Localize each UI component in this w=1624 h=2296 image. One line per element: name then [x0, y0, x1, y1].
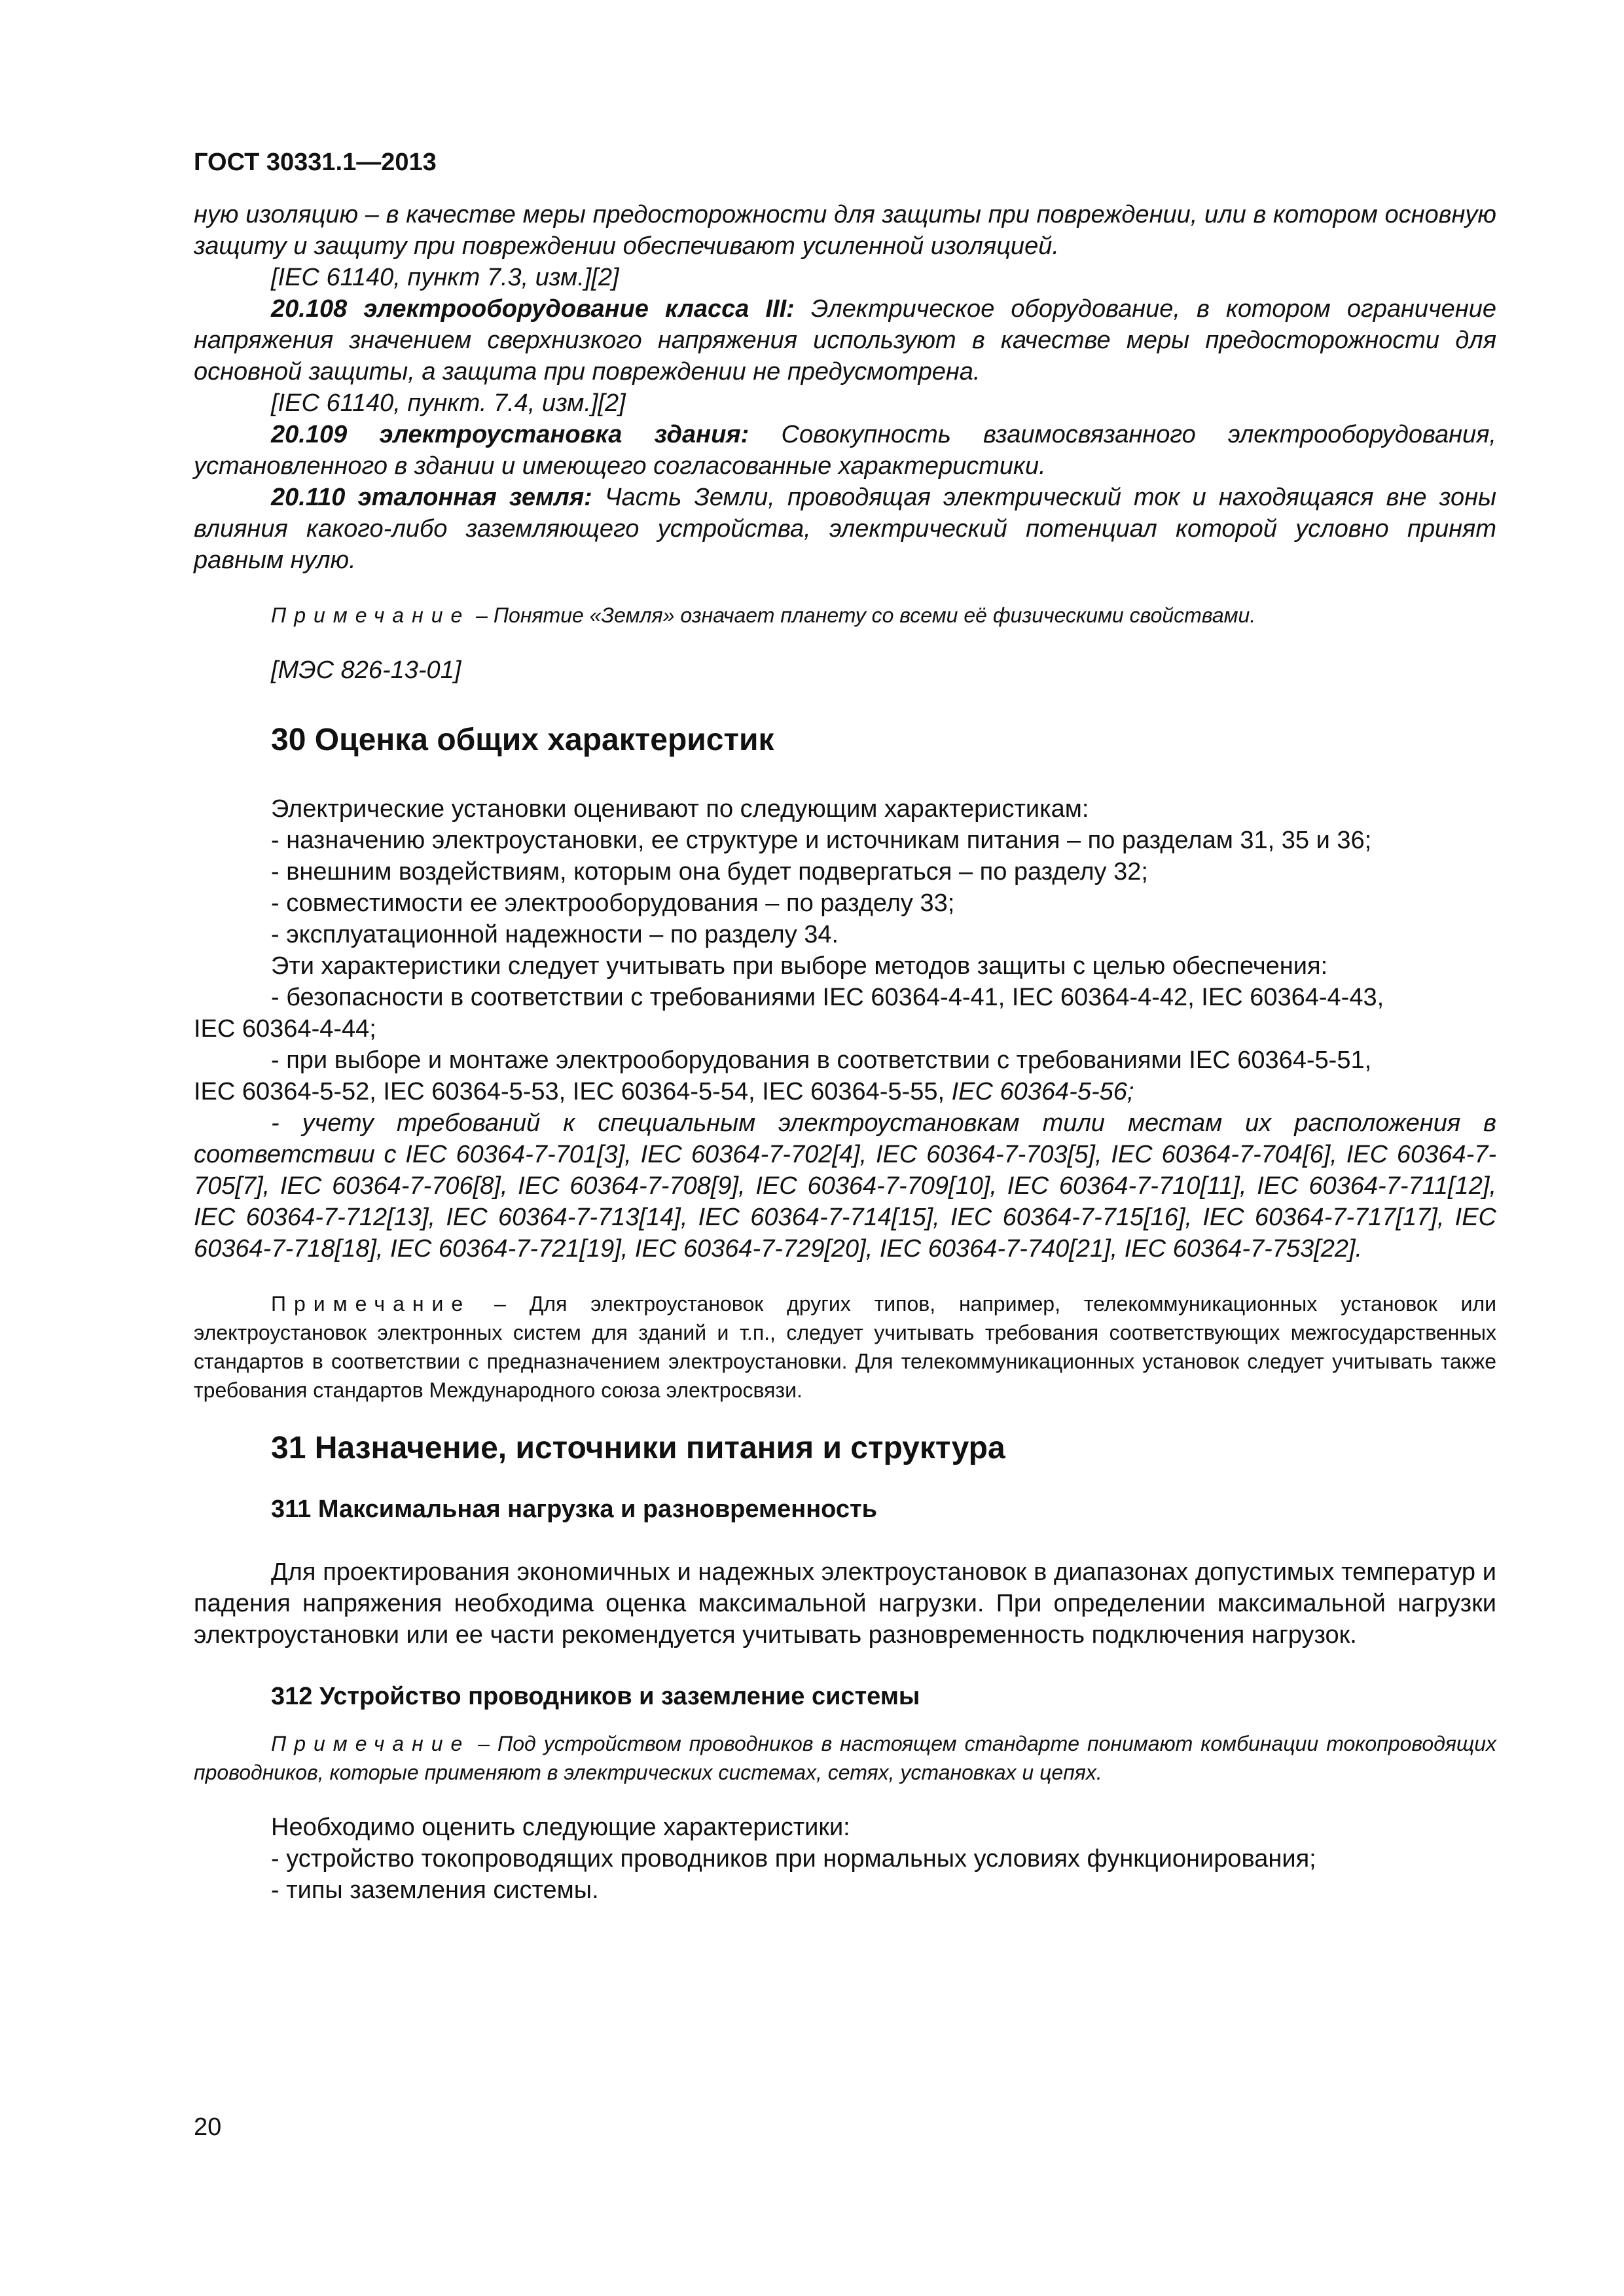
note-other-installations	[194, 1289, 1496, 1405]
list-item: - совместимости ее электрооборудования – по разделу 33;	[271, 889, 955, 917]
list-item: - эксплуатационной надежности – по разделу 34.	[271, 921, 839, 948]
list-item-safety-continued: IEC 60364-4-44;	[194, 1015, 376, 1043]
section-31-title: 31 Назначение, источники питания и структура	[271, 1431, 1005, 1465]
note-conductors	[194, 1729, 1496, 1787]
subsection-312-title: 312 Устройство проводников и заземление системы	[271, 1683, 920, 1710]
note-label: Примечание	[271, 1292, 471, 1316]
section-312-lead: Необходимо оценить следующие характеристики:	[271, 1814, 850, 1841]
note-label: Примечание	[271, 1732, 471, 1755]
note-label: Примечание	[271, 603, 471, 627]
continued-paragraph: ную изоляцию – в качестве меры предосторожности для защиты при повреждении, или в котором основную защиту и защиту при повреждении обеспечивают усиленной изоляцией.	[194, 201, 1496, 260]
definition-term: 20.109 электроустановка здания:	[271, 421, 749, 448]
definition-term: 20.110 эталонная земля:	[271, 484, 592, 511]
list-item-selection-continued	[194, 1076, 1496, 1107]
document-code: ГОСТ 30331.1—2013	[194, 149, 437, 176]
page-number: 20	[194, 2113, 222, 2141]
note-text: – Под устройством проводников в настоящем стандарте понимают комбинации токопроводящих проводников, которые применяют в электрических системах, сетях, установках и цепях.	[194, 1732, 1496, 1784]
selection-standard-italic: IEC 60364-5-56;	[951, 1078, 1134, 1105]
section-30-title: 30 Оценка общих характеристик	[271, 723, 774, 757]
definition-20-110	[194, 482, 1496, 576]
subsection-311-title: 311 Максимальная нагрузка и разновременность	[271, 1496, 877, 1523]
list-item-special-installations: - учету требований к специальным электроустановкам тили местам их расположения в соответствии с IEC 60364-7-701[3], IEC 60364-7-702[4], IEC 60364-7-703[5], IEC 60364-7-704[6], IEC 60364-7-705[7], IEC 60364-7-706[8], IEC 60364-7-708[9], IEC 60364-7-709[10], IEC 60364-7-710[11], IEC 60364-7-711[12], IEC 60364-7-712[13], IEC 60364-7-713[14], IEC 60364-7-714[15], IEC 60364-7-715[16], IEC 60364-7-717[17], IEC 60364-7-718[18], IEC 60364-7-721[19], IEC 60364-7-729[20], IEC 60364-7-740[21], IEC 60364-7-753[22].	[194, 1109, 1496, 1263]
reference-iec-61140-7-3: [IEC 61140, пункт 7.3, изм.][2]	[271, 264, 619, 291]
definition-text: Совокупность взаимосвязанного электрооборудования, установленного в здании и имеющего согласованные характеристики.	[194, 421, 1496, 480]
definition-20-109	[194, 419, 1496, 482]
selection-standards: IEC 60364-5-52, IEC 60364-5-53, IEC 60364-5-54, IEC 60364-5-55,	[194, 1078, 952, 1105]
definition-term: 20.108 электрооборудование класса III:	[271, 295, 795, 323]
note-text: – Понятие «Земля» означает планету со всеми её физическими свойствами.	[470, 603, 1256, 627]
reference-mes-826: [МЭС 826-13-01]	[271, 656, 461, 684]
definition-text: Часть Земли, проводящая электрический ток и находящаяся вне зоны влияния какого-либо заземляющего устройства, электрический потенциал которой условно принят равным нулю.	[194, 484, 1496, 574]
section-30-lead: Электрические установки оценивают по следующим характеристикам:	[271, 795, 1089, 823]
note-earth	[194, 601, 1496, 630]
note-text: – Для электроустановок других типов, например, телекоммуникационных установок или электроустановок электронных систем для зданий и т.п., следует учитывать требования соответствующих межгосударственных стандартов в соответствии с предназначением электроустановки. Для телекоммуникационных установок следует учитывать также требования стандартов Международного союза электросвязи.	[194, 1292, 1496, 1402]
list-item: - устройство токопроводящих проводников при нормальных условиях функционирования;	[271, 1845, 1316, 1873]
definition-20-108	[194, 293, 1496, 387]
list-item-safety: - безопасности в соответствии с требованиями IEC 60364-4-41, IEC 60364-4-42, IEC 60364-4-43,	[271, 984, 1384, 1011]
section-30-lead-2: Эти характеристики следует учитывать при выборе методов защиты с целью обеспечения:	[271, 952, 1328, 980]
list-item-selection: - при выборе и монтаже электрооборудования в соответствии с требованиями IEC 60364-5-51,	[271, 1047, 1372, 1074]
definition-text: Электрическое оборудование, в котором ограничение напряжения значением сверхнизкого напряжения используют в качестве меры предосторожности для основной защиты, а защита при повреждении не предусмотрена.	[194, 295, 1496, 386]
subsection-311-text: Для проектирования экономичных и надежных электроустановок в диапазонах допустимых температур и падения напряжения необходима оценка максимальной нагрузки. При определении максимальной нагрузки электроустановки или ее части рекомендуется учитывать разновременность подключения нагрузок.	[194, 1558, 1496, 1649]
list-item: - назначению электроустановки, ее структуре и источникам питания – по разделам 31, 35 и 36;	[271, 827, 1372, 854]
reference-iec-61140-7-4: [IEC 61140, пункт. 7.4, изм.][2]	[271, 389, 626, 417]
list-item: - внешним воздействиям, которым она будет подвергаться – по разделу 32;	[271, 858, 1148, 886]
list-item: - типы заземления системы.	[271, 1876, 599, 1904]
document-page	[194, 148, 1496, 1906]
